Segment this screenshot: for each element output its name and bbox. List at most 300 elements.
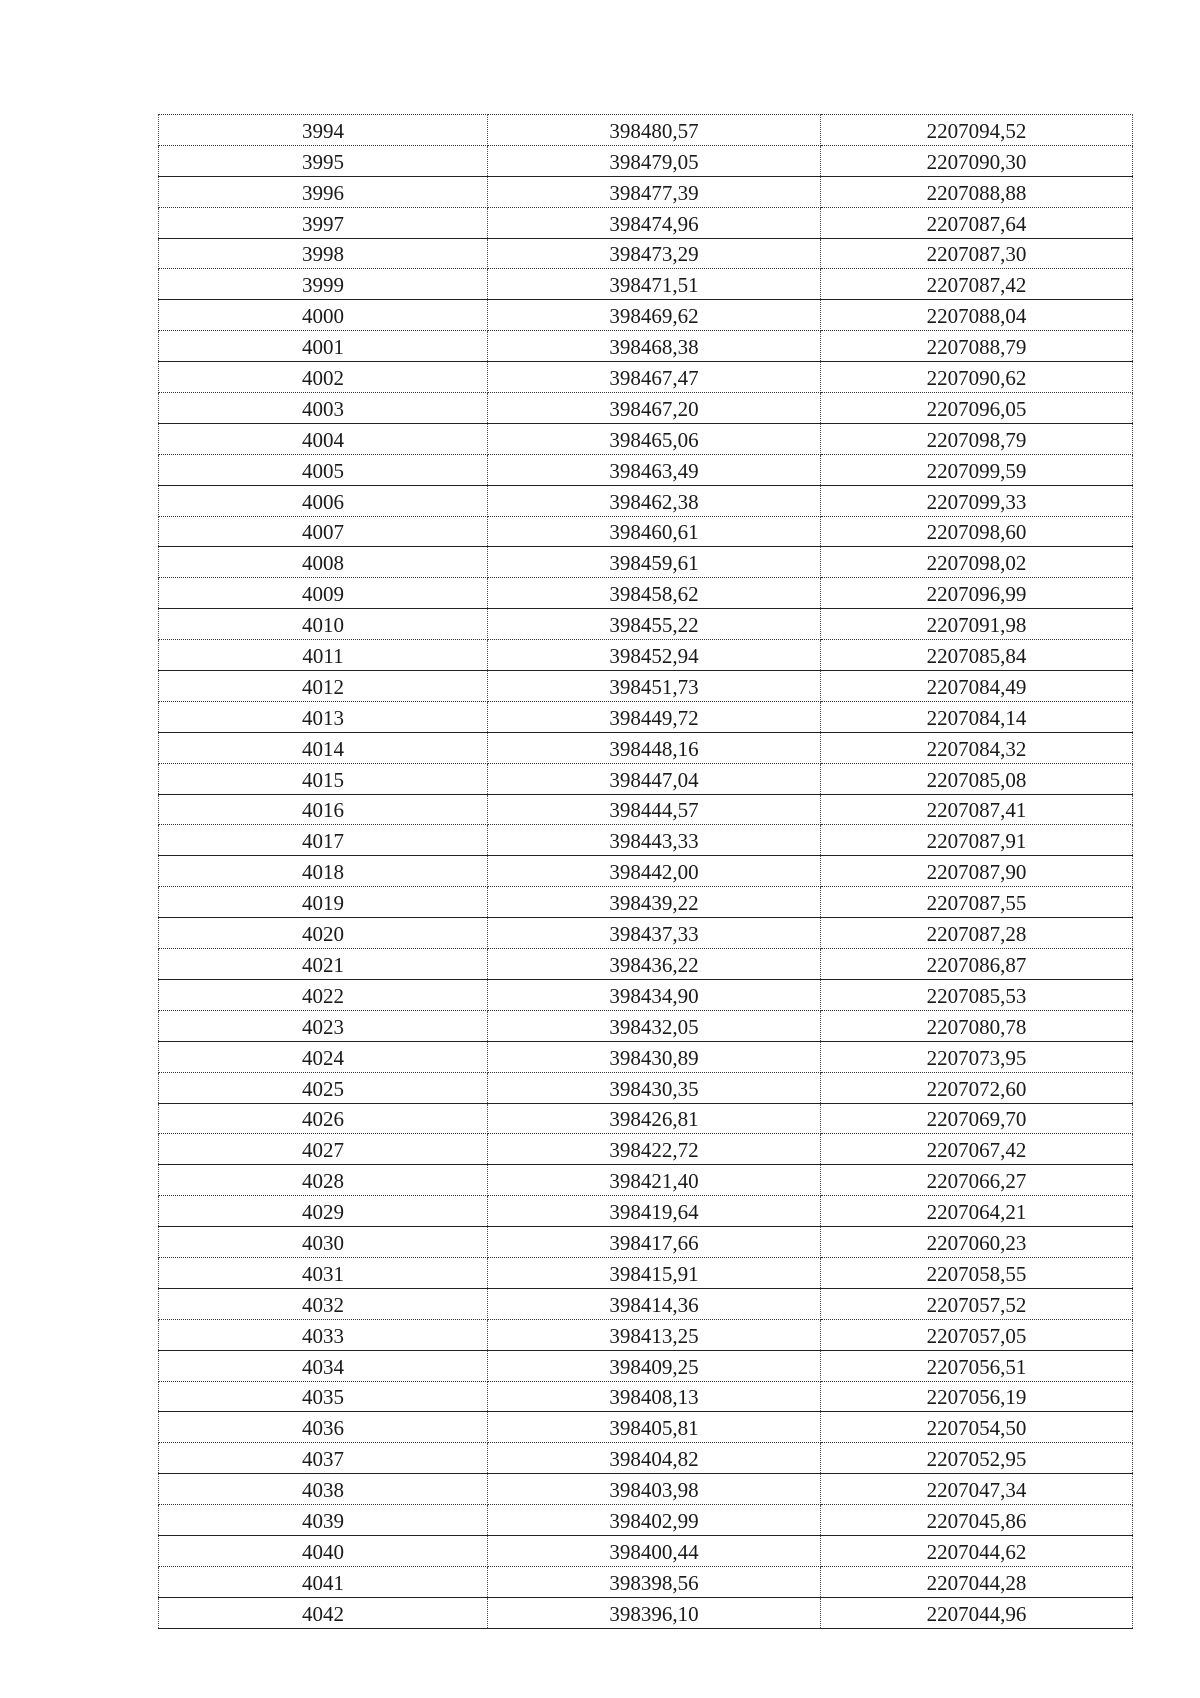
x-coordinate-cell bbox=[488, 640, 821, 671]
point-number-cell bbox=[159, 979, 488, 1010]
x-coordinate-cell bbox=[488, 1227, 821, 1258]
cell-value: 4013 bbox=[302, 705, 344, 730]
cell-value: 4028 bbox=[302, 1169, 344, 1194]
table-row bbox=[159, 1443, 1133, 1474]
cell-value: 4015 bbox=[302, 767, 344, 792]
point-number-cell bbox=[159, 578, 488, 609]
cell-value: 4018 bbox=[302, 860, 344, 885]
cell-value: 398455,22 bbox=[609, 613, 699, 638]
cell-value: 4019 bbox=[302, 891, 344, 916]
cell-value: 398414,36 bbox=[609, 1292, 699, 1317]
cell-value: 4014 bbox=[302, 736, 344, 761]
table-row bbox=[159, 1350, 1133, 1381]
cell-value: 2207087,41 bbox=[926, 798, 1027, 823]
point-number-cell bbox=[159, 1474, 488, 1505]
y-coordinate-cell bbox=[821, 393, 1133, 424]
point-number-cell bbox=[159, 701, 488, 732]
cell-value: 2207088,79 bbox=[926, 335, 1027, 360]
cell-value: 2207067,42 bbox=[926, 1138, 1027, 1163]
cell-value: 398434,90 bbox=[609, 983, 699, 1008]
cell-value: 2207098,79 bbox=[926, 427, 1027, 452]
cell-value: 398451,73 bbox=[609, 674, 699, 699]
y-coordinate-cell bbox=[821, 949, 1133, 980]
cell-value: 4037 bbox=[302, 1447, 344, 1472]
table-row bbox=[159, 362, 1133, 393]
cell-value: 2207090,62 bbox=[926, 366, 1027, 391]
x-coordinate-cell bbox=[488, 1566, 821, 1597]
table-row bbox=[159, 763, 1133, 794]
cell-value: 2207056,51 bbox=[926, 1354, 1027, 1379]
y-coordinate-cell bbox=[821, 1474, 1133, 1505]
cell-value: 4011 bbox=[302, 644, 344, 669]
point-number-cell bbox=[159, 115, 488, 146]
cell-value: 2207044,28 bbox=[926, 1570, 1027, 1595]
cell-value: 2207044,62 bbox=[926, 1539, 1027, 1564]
cell-value: 4026 bbox=[302, 1107, 344, 1132]
cell-value: 2207099,59 bbox=[926, 458, 1027, 483]
cell-value: 398403,98 bbox=[609, 1478, 699, 1503]
cell-value: 2207099,33 bbox=[926, 489, 1027, 514]
y-coordinate-cell bbox=[821, 856, 1133, 887]
point-number-cell bbox=[159, 1227, 488, 1258]
x-coordinate-cell bbox=[488, 856, 821, 887]
cell-value: 4038 bbox=[302, 1478, 344, 1503]
x-coordinate-cell bbox=[488, 794, 821, 825]
y-coordinate-cell bbox=[821, 1381, 1133, 1412]
cell-value: 2207060,23 bbox=[926, 1230, 1027, 1255]
y-coordinate-cell bbox=[821, 362, 1133, 393]
x-coordinate-cell bbox=[488, 1288, 821, 1319]
cell-value: 4042 bbox=[302, 1601, 344, 1626]
point-number-cell bbox=[159, 1134, 488, 1165]
point-number-cell bbox=[159, 145, 488, 176]
table-row bbox=[159, 1505, 1133, 1536]
x-coordinate-cell bbox=[488, 949, 821, 980]
table-row bbox=[159, 1165, 1133, 1196]
y-coordinate-cell bbox=[821, 640, 1133, 671]
cell-value: 2207064,21 bbox=[926, 1200, 1027, 1225]
cell-value: 2207072,60 bbox=[926, 1076, 1027, 1101]
table-row bbox=[159, 1257, 1133, 1288]
cell-value: 398477,39 bbox=[609, 180, 699, 205]
y-coordinate-cell bbox=[821, 1319, 1133, 1350]
cell-value: 2207088,04 bbox=[926, 304, 1027, 329]
cell-value: 398473,29 bbox=[609, 242, 699, 267]
cell-value: 398444,57 bbox=[609, 798, 699, 823]
cell-value: 4001 bbox=[302, 335, 344, 360]
cell-value: 2207057,52 bbox=[926, 1292, 1027, 1317]
cell-value: 2207094,52 bbox=[926, 118, 1027, 143]
y-coordinate-cell bbox=[821, 887, 1133, 918]
cell-value: 2207087,30 bbox=[926, 242, 1027, 267]
x-coordinate-cell bbox=[488, 1134, 821, 1165]
x-coordinate-cell bbox=[488, 918, 821, 949]
cell-value: 2207066,27 bbox=[926, 1169, 1027, 1194]
cell-value: 2207087,55 bbox=[926, 891, 1027, 916]
point-number-cell bbox=[159, 423, 488, 454]
cell-value: 4012 bbox=[302, 674, 344, 699]
y-coordinate-cell bbox=[821, 1041, 1133, 1072]
table-row bbox=[159, 1072, 1133, 1103]
table-row bbox=[159, 300, 1133, 331]
cell-value: 4040 bbox=[302, 1539, 344, 1564]
cell-value: 2207088,88 bbox=[926, 180, 1027, 205]
cell-value: 398467,20 bbox=[609, 396, 699, 421]
cell-value: 2207058,55 bbox=[926, 1261, 1027, 1286]
point-number-cell bbox=[159, 1535, 488, 1566]
point-number-cell bbox=[159, 269, 488, 300]
x-coordinate-cell bbox=[488, 1257, 821, 1288]
y-coordinate-cell bbox=[821, 1257, 1133, 1288]
table-row bbox=[159, 1597, 1133, 1628]
y-coordinate-cell bbox=[821, 485, 1133, 516]
cell-value: 398460,61 bbox=[609, 520, 699, 545]
table-row bbox=[159, 1041, 1133, 1072]
y-coordinate-cell bbox=[821, 238, 1133, 269]
cell-value: 2207044,96 bbox=[926, 1601, 1027, 1626]
y-coordinate-cell bbox=[821, 701, 1133, 732]
cell-value: 398452,94 bbox=[609, 644, 699, 669]
point-number-cell bbox=[159, 300, 488, 331]
x-coordinate-cell bbox=[488, 763, 821, 794]
table-row bbox=[159, 1010, 1133, 1041]
point-number-cell bbox=[159, 609, 488, 640]
cell-value: 398459,61 bbox=[609, 551, 699, 576]
x-coordinate-cell bbox=[488, 269, 821, 300]
point-number-cell bbox=[159, 763, 488, 794]
cell-value: 2207087,28 bbox=[926, 922, 1027, 947]
x-coordinate-cell bbox=[488, 1165, 821, 1196]
point-number-cell bbox=[159, 485, 488, 516]
y-coordinate-cell bbox=[821, 1288, 1133, 1319]
cell-value: 398458,62 bbox=[609, 582, 699, 607]
point-number-cell bbox=[159, 732, 488, 763]
y-coordinate-cell bbox=[821, 516, 1133, 547]
x-coordinate-cell bbox=[488, 1412, 821, 1443]
point-number-cell bbox=[159, 1412, 488, 1443]
x-coordinate-cell bbox=[488, 1072, 821, 1103]
y-coordinate-cell bbox=[821, 763, 1133, 794]
table-row bbox=[159, 1381, 1133, 1412]
cell-value: 2207084,49 bbox=[926, 674, 1027, 699]
point-number-cell bbox=[159, 393, 488, 424]
x-coordinate-cell bbox=[488, 207, 821, 238]
x-coordinate-cell bbox=[488, 1041, 821, 1072]
cell-value: 4017 bbox=[302, 829, 344, 854]
table-row bbox=[159, 331, 1133, 362]
cell-value: 4022 bbox=[302, 983, 344, 1008]
cell-value: 2207084,32 bbox=[926, 736, 1027, 761]
point-number-cell bbox=[159, 362, 488, 393]
y-coordinate-cell bbox=[821, 1103, 1133, 1134]
cell-value: 398448,16 bbox=[609, 736, 699, 761]
cell-value: 4003 bbox=[302, 396, 344, 421]
cell-value: 398443,33 bbox=[609, 829, 699, 854]
x-coordinate-cell bbox=[488, 115, 821, 146]
table-row bbox=[159, 671, 1133, 702]
cell-value: 398447,04 bbox=[609, 767, 699, 792]
x-coordinate-cell bbox=[488, 578, 821, 609]
cell-value: 4034 bbox=[302, 1354, 344, 1379]
cell-value: 4025 bbox=[302, 1076, 344, 1101]
point-number-cell bbox=[159, 1103, 488, 1134]
cell-value: 398468,38 bbox=[609, 335, 699, 360]
y-coordinate-cell bbox=[821, 671, 1133, 702]
cell-value: 398409,25 bbox=[609, 1354, 699, 1379]
table-row bbox=[159, 423, 1133, 454]
cell-value: 4010 bbox=[302, 613, 344, 638]
cell-value: 398436,22 bbox=[609, 952, 699, 977]
cell-value: 2207084,14 bbox=[926, 705, 1027, 730]
point-number-cell bbox=[159, 1072, 488, 1103]
x-coordinate-cell bbox=[488, 362, 821, 393]
cell-value: 4021 bbox=[302, 952, 344, 977]
table-row bbox=[159, 1196, 1133, 1227]
cell-value: 2207086,87 bbox=[926, 952, 1027, 977]
table-row bbox=[159, 794, 1133, 825]
y-coordinate-cell bbox=[821, 115, 1133, 146]
x-coordinate-cell bbox=[488, 1474, 821, 1505]
x-coordinate-cell bbox=[488, 825, 821, 856]
table-row bbox=[159, 393, 1133, 424]
point-number-cell bbox=[159, 238, 488, 269]
cell-value: 2207091,98 bbox=[926, 613, 1027, 638]
coordinates-table-body bbox=[159, 115, 1133, 1629]
table-row bbox=[159, 269, 1133, 300]
table-row bbox=[159, 115, 1133, 146]
point-number-cell bbox=[159, 1010, 488, 1041]
point-number-cell bbox=[159, 825, 488, 856]
y-coordinate-cell bbox=[821, 794, 1133, 825]
cell-value: 3994 bbox=[302, 118, 344, 143]
y-coordinate-cell bbox=[821, 145, 1133, 176]
y-coordinate-cell bbox=[821, 979, 1133, 1010]
point-number-cell bbox=[159, 547, 488, 578]
cell-value: 398430,89 bbox=[609, 1045, 699, 1070]
point-number-cell bbox=[159, 1381, 488, 1412]
x-coordinate-cell bbox=[488, 238, 821, 269]
cell-value: 2207085,84 bbox=[926, 644, 1027, 669]
cell-value: 398408,13 bbox=[609, 1385, 699, 1410]
x-coordinate-cell bbox=[488, 454, 821, 485]
cell-value: 398465,06 bbox=[609, 427, 699, 452]
x-coordinate-cell bbox=[488, 1381, 821, 1412]
cell-value: 398398,56 bbox=[609, 1570, 699, 1595]
table-row bbox=[159, 547, 1133, 578]
y-coordinate-cell bbox=[821, 1134, 1133, 1165]
cell-value: 3995 bbox=[302, 149, 344, 174]
cell-value: 398419,64 bbox=[609, 1200, 699, 1225]
y-coordinate-cell bbox=[821, 176, 1133, 207]
point-number-cell bbox=[159, 856, 488, 887]
x-coordinate-cell bbox=[488, 176, 821, 207]
cell-value: 2207087,64 bbox=[926, 211, 1027, 236]
table-row bbox=[159, 1227, 1133, 1258]
y-coordinate-cell bbox=[821, 423, 1133, 454]
x-coordinate-cell bbox=[488, 1443, 821, 1474]
cell-value: 3998 bbox=[302, 242, 344, 267]
point-number-cell bbox=[159, 1257, 488, 1288]
x-coordinate-cell bbox=[488, 1010, 821, 1041]
point-number-cell bbox=[159, 1566, 488, 1597]
table-row bbox=[159, 1535, 1133, 1566]
y-coordinate-cell bbox=[821, 1443, 1133, 1474]
point-number-cell bbox=[159, 794, 488, 825]
point-number-cell bbox=[159, 1288, 488, 1319]
cell-value: 4002 bbox=[302, 366, 344, 391]
cell-value: 4009 bbox=[302, 582, 344, 607]
cell-value: 2207045,86 bbox=[926, 1508, 1027, 1533]
y-coordinate-cell bbox=[821, 1350, 1133, 1381]
cell-value: 2207085,08 bbox=[926, 767, 1027, 792]
cell-value: 2207069,70 bbox=[926, 1107, 1027, 1132]
cell-value: 2207090,30 bbox=[926, 149, 1027, 174]
cell-value: 398430,35 bbox=[609, 1076, 699, 1101]
y-coordinate-cell bbox=[821, 1165, 1133, 1196]
y-coordinate-cell bbox=[821, 732, 1133, 763]
table-row bbox=[159, 856, 1133, 887]
y-coordinate-cell bbox=[821, 300, 1133, 331]
table-row bbox=[159, 979, 1133, 1010]
point-number-cell bbox=[159, 1165, 488, 1196]
x-coordinate-cell bbox=[488, 393, 821, 424]
x-coordinate-cell bbox=[488, 1505, 821, 1536]
point-number-cell bbox=[159, 1196, 488, 1227]
cell-value: 398439,22 bbox=[609, 891, 699, 916]
x-coordinate-cell bbox=[488, 671, 821, 702]
y-coordinate-cell bbox=[821, 578, 1133, 609]
cell-value: 2207057,05 bbox=[926, 1323, 1027, 1348]
table-row bbox=[159, 176, 1133, 207]
point-number-cell bbox=[159, 1319, 488, 1350]
cell-value: 2207098,60 bbox=[926, 520, 1027, 545]
x-coordinate-cell bbox=[488, 979, 821, 1010]
y-coordinate-cell bbox=[821, 454, 1133, 485]
cell-value: 398415,91 bbox=[609, 1261, 699, 1286]
cell-value: 398479,05 bbox=[609, 149, 699, 174]
y-coordinate-cell bbox=[821, 1412, 1133, 1443]
x-coordinate-cell bbox=[488, 331, 821, 362]
cell-value: 398471,51 bbox=[609, 273, 699, 298]
cell-value: 2207098,02 bbox=[926, 551, 1027, 576]
point-number-cell bbox=[159, 454, 488, 485]
cell-value: 398467,47 bbox=[609, 366, 699, 391]
x-coordinate-cell bbox=[488, 1597, 821, 1628]
x-coordinate-cell bbox=[488, 300, 821, 331]
cell-value: 2207085,53 bbox=[926, 983, 1027, 1008]
cell-value: 4029 bbox=[302, 1200, 344, 1225]
point-number-cell bbox=[159, 176, 488, 207]
table-row bbox=[159, 640, 1133, 671]
table-row bbox=[159, 701, 1133, 732]
cell-value: 398463,49 bbox=[609, 458, 699, 483]
point-number-cell bbox=[159, 1041, 488, 1072]
cell-value: 3996 bbox=[302, 180, 344, 205]
y-coordinate-cell bbox=[821, 331, 1133, 362]
table-row bbox=[159, 1474, 1133, 1505]
cell-value: 398462,38 bbox=[609, 489, 699, 514]
x-coordinate-cell bbox=[488, 145, 821, 176]
y-coordinate-cell bbox=[821, 547, 1133, 578]
cell-value: 2207087,42 bbox=[926, 273, 1027, 298]
x-coordinate-cell bbox=[488, 485, 821, 516]
table-row bbox=[159, 1566, 1133, 1597]
cell-value: 4000 bbox=[302, 304, 344, 329]
cell-value: 398413,25 bbox=[609, 1323, 699, 1348]
x-coordinate-cell bbox=[488, 547, 821, 578]
cell-value: 4039 bbox=[302, 1508, 344, 1533]
table-row bbox=[159, 485, 1133, 516]
cell-value: 4035 bbox=[302, 1385, 344, 1410]
cell-value: 4016 bbox=[302, 798, 344, 823]
cell-value: 398402,99 bbox=[609, 1508, 699, 1533]
x-coordinate-cell bbox=[488, 516, 821, 547]
x-coordinate-cell bbox=[488, 1196, 821, 1227]
coordinates-table bbox=[158, 114, 1133, 1629]
y-coordinate-cell bbox=[821, 1535, 1133, 1566]
y-coordinate-cell bbox=[821, 918, 1133, 949]
point-number-cell bbox=[159, 1350, 488, 1381]
table-row bbox=[159, 454, 1133, 485]
table-row bbox=[159, 578, 1133, 609]
x-coordinate-cell bbox=[488, 701, 821, 732]
x-coordinate-cell bbox=[488, 609, 821, 640]
cell-value: 2207052,95 bbox=[926, 1447, 1027, 1472]
cell-value: 4005 bbox=[302, 458, 344, 483]
cell-value: 4006 bbox=[302, 489, 344, 514]
cell-value: 398417,66 bbox=[609, 1230, 699, 1255]
y-coordinate-cell bbox=[821, 1010, 1133, 1041]
cell-value: 4033 bbox=[302, 1323, 344, 1348]
y-coordinate-cell bbox=[821, 1566, 1133, 1597]
y-coordinate-cell bbox=[821, 269, 1133, 300]
table-row bbox=[159, 1134, 1133, 1165]
cell-value: 4032 bbox=[302, 1292, 344, 1317]
x-coordinate-cell bbox=[488, 423, 821, 454]
x-coordinate-cell bbox=[488, 1319, 821, 1350]
cell-value: 4027 bbox=[302, 1138, 344, 1163]
cell-value: 4031 bbox=[302, 1261, 344, 1286]
cell-value: 3997 bbox=[302, 211, 344, 236]
table-row bbox=[159, 732, 1133, 763]
point-number-cell bbox=[159, 207, 488, 238]
cell-value: 2207054,50 bbox=[926, 1416, 1027, 1441]
cell-value: 4023 bbox=[302, 1014, 344, 1039]
point-number-cell bbox=[159, 516, 488, 547]
cell-value: 2207073,95 bbox=[926, 1045, 1027, 1070]
x-coordinate-cell bbox=[488, 1103, 821, 1134]
cell-value: 398422,72 bbox=[609, 1138, 699, 1163]
cell-value: 398442,00 bbox=[609, 860, 699, 885]
cell-value: 398426,81 bbox=[609, 1107, 699, 1132]
table-row bbox=[159, 918, 1133, 949]
point-number-cell bbox=[159, 331, 488, 362]
cell-value: 4020 bbox=[302, 922, 344, 947]
cell-value: 4024 bbox=[302, 1045, 344, 1070]
cell-value: 2207087,90 bbox=[926, 860, 1027, 885]
cell-value: 4004 bbox=[302, 427, 344, 452]
cell-value: 398405,81 bbox=[609, 1416, 699, 1441]
cell-value: 4036 bbox=[302, 1416, 344, 1441]
cell-value: 2207056,19 bbox=[926, 1385, 1027, 1410]
table-row bbox=[159, 516, 1133, 547]
cell-value: 2207096,99 bbox=[926, 582, 1027, 607]
cell-value: 398474,96 bbox=[609, 211, 699, 236]
cell-value: 398480,57 bbox=[609, 118, 699, 143]
point-number-cell bbox=[159, 1597, 488, 1628]
cell-value: 398437,33 bbox=[609, 922, 699, 947]
cell-value: 398400,44 bbox=[609, 1539, 699, 1564]
